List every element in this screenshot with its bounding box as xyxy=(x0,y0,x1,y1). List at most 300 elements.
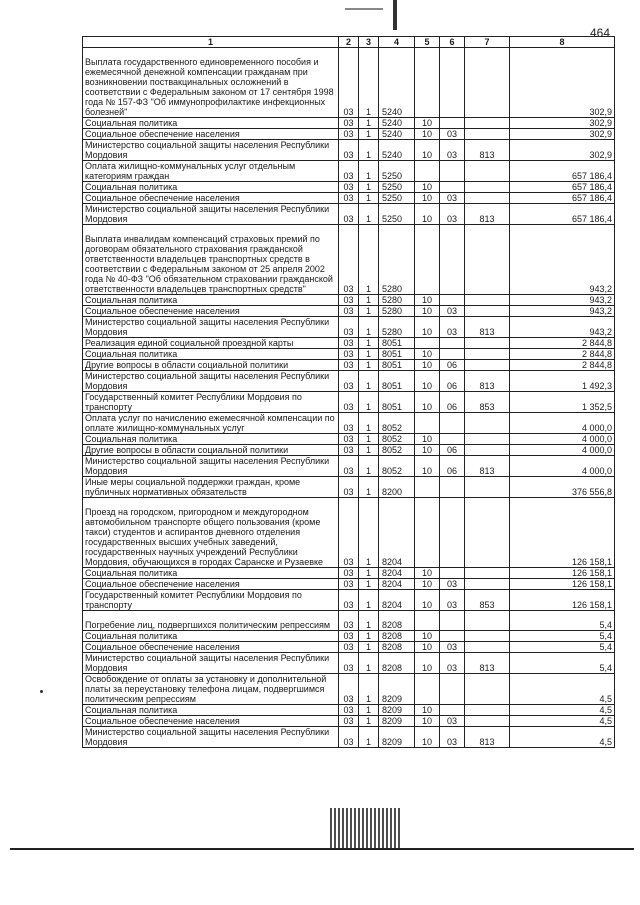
row-target-article: 8204 xyxy=(379,498,415,568)
row-subdivision xyxy=(440,611,465,631)
row-division: 10 xyxy=(415,295,440,306)
row-ministry-code: 853 xyxy=(465,392,510,413)
row-subdivision xyxy=(440,434,465,445)
row-division: 10 xyxy=(415,140,440,161)
row-subsection: 1 xyxy=(359,371,379,392)
row-name: Проезд на городском, пригородном и междугородном автомобильном транспорте общего пользования (кроме такси) студентов и аспирантов дневного отделения государственных высших учебных заведений, государственных научных учреждений Республики Мордовия, обучающихся в городах Саранске и Рузаевке xyxy=(83,498,339,568)
row-subdivision xyxy=(440,182,465,193)
row-name: Министерство социальной защиты населения Республики Мордовия xyxy=(83,371,339,392)
row-name: Погребение лиц, подвергшихся политическим репрессиям xyxy=(83,611,339,631)
table-row xyxy=(83,590,615,611)
row-section: 03 xyxy=(339,161,359,182)
row-name: Выплата государственного единовременного пособия и ежемесячной денежной компенсации гражданам при возникновении поствакцинальных осложнений в соответствии с Федеральным законом от 17 сентября 1998 года № 157-ФЗ "Об иммунопрофилактике инфекционных болезней" xyxy=(83,48,339,118)
row-amount: 1 352,5 xyxy=(510,392,615,413)
row-ministry-code: 813 xyxy=(465,317,510,338)
row-amount: 5,4 xyxy=(510,642,615,653)
row-name: Социальная политика xyxy=(83,434,339,445)
row-subdivision: 03 xyxy=(440,642,465,653)
table-row xyxy=(83,161,615,182)
row-target-article: 8051 xyxy=(379,392,415,413)
row-section: 03 xyxy=(339,371,359,392)
row-target-article: 8209 xyxy=(379,674,415,705)
row-subdivision xyxy=(440,705,465,716)
row-subdivision xyxy=(440,225,465,295)
row-division: 10 xyxy=(415,445,440,456)
row-subdivision xyxy=(440,161,465,182)
row-section: 03 xyxy=(339,140,359,161)
row-ministry-code xyxy=(465,48,510,118)
row-section: 03 xyxy=(339,716,359,727)
row-amount: 657 186,4 xyxy=(510,182,615,193)
row-ministry-code xyxy=(465,413,510,434)
row-ministry-code xyxy=(465,579,510,590)
row-section: 03 xyxy=(339,579,359,590)
row-subdivision: 06 xyxy=(440,360,465,371)
budget-table-container xyxy=(82,36,614,748)
row-subsection: 1 xyxy=(359,568,379,579)
row-division xyxy=(415,498,440,568)
row-division: 10 xyxy=(415,371,440,392)
row-name: Социальная политика xyxy=(83,349,339,360)
table-row xyxy=(83,445,615,456)
page-number: 464 xyxy=(589,26,610,40)
row-ministry-code xyxy=(465,349,510,360)
row-subdivision xyxy=(440,674,465,705)
table-header xyxy=(83,37,615,48)
row-name: Социальная политика xyxy=(83,705,339,716)
row-subsection: 1 xyxy=(359,445,379,456)
table-row xyxy=(83,611,615,631)
row-division xyxy=(415,225,440,295)
row-subsection: 1 xyxy=(359,434,379,445)
row-target-article: 8051 xyxy=(379,360,415,371)
row-section: 03 xyxy=(339,477,359,498)
row-target-article: 8052 xyxy=(379,456,415,477)
row-division: 10 xyxy=(415,727,440,748)
table-row xyxy=(83,140,615,161)
row-subsection: 1 xyxy=(359,295,379,306)
row-division xyxy=(415,48,440,118)
table-row xyxy=(83,193,615,204)
row-target-article: 8208 xyxy=(379,653,415,674)
row-amount: 4,5 xyxy=(510,727,615,748)
table-row xyxy=(83,129,615,140)
row-section: 03 xyxy=(339,498,359,568)
row-target-article: 5250 xyxy=(379,161,415,182)
scan-artifact xyxy=(393,0,397,30)
row-ministry-code xyxy=(465,225,510,295)
row-subdivision xyxy=(440,118,465,129)
table-row xyxy=(83,498,615,568)
row-target-article: 8051 xyxy=(379,338,415,349)
row-subsection: 1 xyxy=(359,317,379,338)
row-division xyxy=(415,477,440,498)
table-row xyxy=(83,477,615,498)
row-ministry-code xyxy=(465,295,510,306)
row-division: 10 xyxy=(415,568,440,579)
row-subdivision: 03 xyxy=(440,204,465,225)
row-ministry-code: 813 xyxy=(465,456,510,477)
row-name: Другие вопросы в области социальной политики xyxy=(83,360,339,371)
row-target-article: 8051 xyxy=(379,371,415,392)
row-target-article: 5250 xyxy=(379,182,415,193)
row-subsection: 1 xyxy=(359,306,379,317)
row-name: Иные меры социальной поддержки граждан, кроме публичных нормативных обязательств xyxy=(83,477,339,498)
row-section: 03 xyxy=(339,674,359,705)
row-division: 10 xyxy=(415,434,440,445)
row-name: Другие вопросы в области социальной политики xyxy=(83,445,339,456)
row-subdivision: 03 xyxy=(440,193,465,204)
budget-table xyxy=(82,36,615,748)
row-section: 03 xyxy=(339,642,359,653)
row-target-article: 8204 xyxy=(379,568,415,579)
row-name: Министерство социальной защиты населения Республики Мордовия xyxy=(83,456,339,477)
row-subsection: 1 xyxy=(359,727,379,748)
row-subsection: 1 xyxy=(359,653,379,674)
row-division xyxy=(415,611,440,631)
row-target-article: 5280 xyxy=(379,225,415,295)
row-target-article: 5250 xyxy=(379,204,415,225)
row-division: 10 xyxy=(415,118,440,129)
row-ministry-code: 813 xyxy=(465,371,510,392)
row-name: Социальная политика xyxy=(83,182,339,193)
row-name: Министерство социальной защиты населения Республики Мордовия xyxy=(83,317,339,338)
row-subdivision xyxy=(440,48,465,118)
row-amount: 657 186,4 xyxy=(510,193,615,204)
row-subsection: 1 xyxy=(359,225,379,295)
row-amount: 943,2 xyxy=(510,306,615,317)
header-col-2: 2 xyxy=(339,37,359,48)
row-ministry-code: 813 xyxy=(465,140,510,161)
row-name: Министерство социальной защиты населения Республики Мордовия xyxy=(83,140,339,161)
table-row xyxy=(83,204,615,225)
row-division: 10 xyxy=(415,456,440,477)
row-ministry-code xyxy=(465,705,510,716)
row-target-article: 5240 xyxy=(379,48,415,118)
row-section: 03 xyxy=(339,129,359,140)
row-section: 03 xyxy=(339,631,359,642)
header-col-1: 1 xyxy=(83,37,339,48)
table-row xyxy=(83,349,615,360)
row-name: Оплата услуг по начислению ежемесячной компенсации по оплате жилищно-коммунальных услуг xyxy=(83,413,339,434)
table-row xyxy=(83,653,615,674)
row-target-article: 8204 xyxy=(379,590,415,611)
row-name: Освобождение от оплаты за установку и дополнительной платы за переустановку телефона лицам, подвергшимся политическим репрессиям xyxy=(83,674,339,705)
row-target-article: 8209 xyxy=(379,705,415,716)
table-row xyxy=(83,434,615,445)
row-subsection: 1 xyxy=(359,140,379,161)
row-ministry-code xyxy=(465,716,510,727)
row-subsection: 1 xyxy=(359,590,379,611)
row-subsection: 1 xyxy=(359,413,379,434)
row-ministry-code xyxy=(465,129,510,140)
row-subdivision xyxy=(440,349,465,360)
row-division: 10 xyxy=(415,642,440,653)
row-name: Социальная политика xyxy=(83,568,339,579)
row-target-article: 8051 xyxy=(379,349,415,360)
row-ministry-code xyxy=(465,611,510,631)
scan-artifact xyxy=(10,848,634,850)
row-ministry-code xyxy=(465,360,510,371)
row-division xyxy=(415,413,440,434)
row-division: 10 xyxy=(415,392,440,413)
row-target-article: 5280 xyxy=(379,295,415,306)
header-col-3: 3 xyxy=(359,37,379,48)
scan-artifact xyxy=(330,808,400,848)
row-subsection: 1 xyxy=(359,579,379,590)
row-amount: 126 158,1 xyxy=(510,568,615,579)
row-ministry-code xyxy=(465,161,510,182)
table-row xyxy=(83,317,615,338)
row-target-article: 8204 xyxy=(379,579,415,590)
row-subsection: 1 xyxy=(359,456,379,477)
row-subdivision: 03 xyxy=(440,727,465,748)
row-amount: 657 186,4 xyxy=(510,204,615,225)
row-division: 10 xyxy=(415,182,440,193)
row-amount: 2 844,8 xyxy=(510,338,615,349)
header-col-4: 4 xyxy=(379,37,415,48)
row-subsection: 1 xyxy=(359,642,379,653)
row-name: Реализация единой социальной проездной карты xyxy=(83,338,339,349)
row-section: 03 xyxy=(339,392,359,413)
row-subsection: 1 xyxy=(359,338,379,349)
row-ministry-code xyxy=(465,477,510,498)
row-subsection: 1 xyxy=(359,118,379,129)
row-subdivision: 03 xyxy=(440,306,465,317)
row-section: 03 xyxy=(339,360,359,371)
row-section: 03 xyxy=(339,653,359,674)
row-target-article: 8208 xyxy=(379,611,415,631)
table-row xyxy=(83,118,615,129)
row-section: 03 xyxy=(339,225,359,295)
row-amount: 302,9 xyxy=(510,48,615,118)
row-section: 03 xyxy=(339,611,359,631)
row-subdivision: 03 xyxy=(440,590,465,611)
table-row xyxy=(83,631,615,642)
row-subsection: 1 xyxy=(359,360,379,371)
table-row xyxy=(83,674,615,705)
row-ministry-code xyxy=(465,118,510,129)
row-target-article: 5280 xyxy=(379,306,415,317)
row-ministry-code xyxy=(465,182,510,193)
row-ministry-code: 813 xyxy=(465,727,510,748)
row-division: 10 xyxy=(415,705,440,716)
row-subdivision: 03 xyxy=(440,140,465,161)
row-section: 03 xyxy=(339,590,359,611)
row-ministry-code xyxy=(465,498,510,568)
row-section: 03 xyxy=(339,306,359,317)
row-target-article: 8052 xyxy=(379,434,415,445)
row-ministry-code xyxy=(465,568,510,579)
row-division: 10 xyxy=(415,360,440,371)
row-section: 03 xyxy=(339,705,359,716)
table-row xyxy=(83,295,615,306)
row-amount: 943,2 xyxy=(510,295,615,306)
row-target-article: 5240 xyxy=(379,140,415,161)
row-target-article: 8209 xyxy=(379,727,415,748)
header-col-8: 8 xyxy=(510,37,615,48)
table-row xyxy=(83,338,615,349)
row-amount: 302,9 xyxy=(510,129,615,140)
row-target-article: 5240 xyxy=(379,129,415,140)
row-division: 10 xyxy=(415,204,440,225)
row-section: 03 xyxy=(339,295,359,306)
row-ministry-code: 813 xyxy=(465,204,510,225)
row-name: Социальная политика xyxy=(83,295,339,306)
row-name: Министерство социальной защиты населения Республики Мордовия xyxy=(83,727,339,748)
row-ministry-code xyxy=(465,674,510,705)
row-name: Выплата инвалидам компенсаций страховых премий по договорам обязательного страхования гражданской ответственности владельцев транспортных средств в соответствии с Федеральным законом от 25 апреля 2002 года № 40-ФЗ "Об обязательном страховании гражданской ответственности владельцев транспортных средств" xyxy=(83,225,339,295)
row-amount: 2 844,8 xyxy=(510,349,615,360)
row-section: 03 xyxy=(339,204,359,225)
row-division xyxy=(415,674,440,705)
row-ministry-code xyxy=(465,306,510,317)
row-subsection: 1 xyxy=(359,674,379,705)
row-name: Социальное обеспечение населения xyxy=(83,193,339,204)
row-target-article: 8200 xyxy=(379,477,415,498)
row-section: 03 xyxy=(339,434,359,445)
row-subdivision: 06 xyxy=(440,392,465,413)
table-row xyxy=(83,456,615,477)
row-amount: 4,5 xyxy=(510,705,615,716)
row-name: Государственный комитет Республики Мордовия по транспорту xyxy=(83,392,339,413)
row-section: 03 xyxy=(339,182,359,193)
row-subdivision: 03 xyxy=(440,579,465,590)
row-subsection: 1 xyxy=(359,611,379,631)
row-name: Социальное обеспечение населения xyxy=(83,579,339,590)
row-section: 03 xyxy=(339,568,359,579)
row-amount: 376 556,8 xyxy=(510,477,615,498)
row-subsection: 1 xyxy=(359,716,379,727)
row-section: 03 xyxy=(339,338,359,349)
row-amount: 1 492,3 xyxy=(510,371,615,392)
row-target-article: 8209 xyxy=(379,716,415,727)
row-amount: 4 000,0 xyxy=(510,445,615,456)
row-division: 10 xyxy=(415,349,440,360)
row-amount: 4 000,0 xyxy=(510,456,615,477)
row-section: 03 xyxy=(339,727,359,748)
row-division xyxy=(415,161,440,182)
row-division xyxy=(415,338,440,349)
row-amount: 4 000,0 xyxy=(510,413,615,434)
row-subsection: 1 xyxy=(359,392,379,413)
row-amount: 126 158,1 xyxy=(510,498,615,568)
row-subsection: 1 xyxy=(359,129,379,140)
row-target-article: 8052 xyxy=(379,445,415,456)
table-row xyxy=(83,371,615,392)
table-row xyxy=(83,568,615,579)
row-subdivision: 03 xyxy=(440,716,465,727)
row-subsection: 1 xyxy=(359,204,379,225)
table-row xyxy=(83,716,615,727)
row-name: Социальное обеспечение населения xyxy=(83,306,339,317)
row-subdivision: 03 xyxy=(440,653,465,674)
row-subdivision xyxy=(440,477,465,498)
row-name: Министерство социальной защиты населения Республики Мордовия xyxy=(83,204,339,225)
row-amount: 943,2 xyxy=(510,225,615,295)
row-subdivision xyxy=(440,568,465,579)
row-division: 10 xyxy=(415,653,440,674)
row-subdivision xyxy=(440,413,465,434)
row-amount: 302,9 xyxy=(510,140,615,161)
table-row xyxy=(83,705,615,716)
row-amount: 126 158,1 xyxy=(510,590,615,611)
table-row xyxy=(83,306,615,317)
table-row xyxy=(83,642,615,653)
row-name: Социальное обеспечение населения xyxy=(83,129,339,140)
row-amount: 4,5 xyxy=(510,674,615,705)
row-subdivision xyxy=(440,338,465,349)
row-target-article: 5280 xyxy=(379,317,415,338)
row-section: 03 xyxy=(339,456,359,477)
row-section: 03 xyxy=(339,413,359,434)
row-target-article: 5240 xyxy=(379,118,415,129)
row-amount: 5,4 xyxy=(510,653,615,674)
row-name: Министерство социальной защиты населения Республики Мордовия xyxy=(83,653,339,674)
row-name: Оплата жилищно-коммунальных услуг отдельным категориям граждан xyxy=(83,161,339,182)
row-target-article: 8208 xyxy=(379,631,415,642)
row-division: 10 xyxy=(415,193,440,204)
table-row xyxy=(83,413,615,434)
row-amount: 302,9 xyxy=(510,118,615,129)
table-row xyxy=(83,182,615,193)
row-name: Государственный комитет Республики Мордовия по транспорту xyxy=(83,590,339,611)
row-amount: 126 158,1 xyxy=(510,579,615,590)
row-subsection: 1 xyxy=(359,705,379,716)
row-name: Социальная политика xyxy=(83,118,339,129)
table-body xyxy=(83,48,615,748)
row-subdivision xyxy=(440,498,465,568)
table-row xyxy=(83,579,615,590)
row-division: 10 xyxy=(415,317,440,338)
row-subsection: 1 xyxy=(359,182,379,193)
row-name: Социальная политика xyxy=(83,631,339,642)
header-col-5: 5 xyxy=(415,37,440,48)
row-ministry-code xyxy=(465,445,510,456)
row-amount: 657 186,4 xyxy=(510,161,615,182)
row-division: 10 xyxy=(415,129,440,140)
row-ministry-code xyxy=(465,434,510,445)
row-subdivision: 06 xyxy=(440,456,465,477)
table-row xyxy=(83,225,615,295)
row-ministry-code xyxy=(465,193,510,204)
row-division: 10 xyxy=(415,590,440,611)
row-subsection: 1 xyxy=(359,161,379,182)
row-section: 03 xyxy=(339,193,359,204)
row-target-article: 8208 xyxy=(379,642,415,653)
row-subdivision: 06 xyxy=(440,445,465,456)
row-subdivision xyxy=(440,631,465,642)
row-subdivision xyxy=(440,295,465,306)
row-division: 10 xyxy=(415,631,440,642)
row-subsection: 1 xyxy=(359,631,379,642)
row-amount: 5,4 xyxy=(510,611,615,631)
row-subdivision: 06 xyxy=(440,371,465,392)
row-ministry-code: 853 xyxy=(465,590,510,611)
row-section: 03 xyxy=(339,317,359,338)
table-row xyxy=(83,48,615,118)
row-section: 03 xyxy=(339,349,359,360)
row-division: 10 xyxy=(415,306,440,317)
row-amount: 4 000,0 xyxy=(510,434,615,445)
table-row xyxy=(83,727,615,748)
row-ministry-code: 813 xyxy=(465,653,510,674)
header-col-7: 7 xyxy=(465,37,510,48)
row-target-article: 8052 xyxy=(379,413,415,434)
row-target-article: 5250 xyxy=(379,193,415,204)
row-amount: 5,4 xyxy=(510,631,615,642)
row-subsection: 1 xyxy=(359,48,379,118)
